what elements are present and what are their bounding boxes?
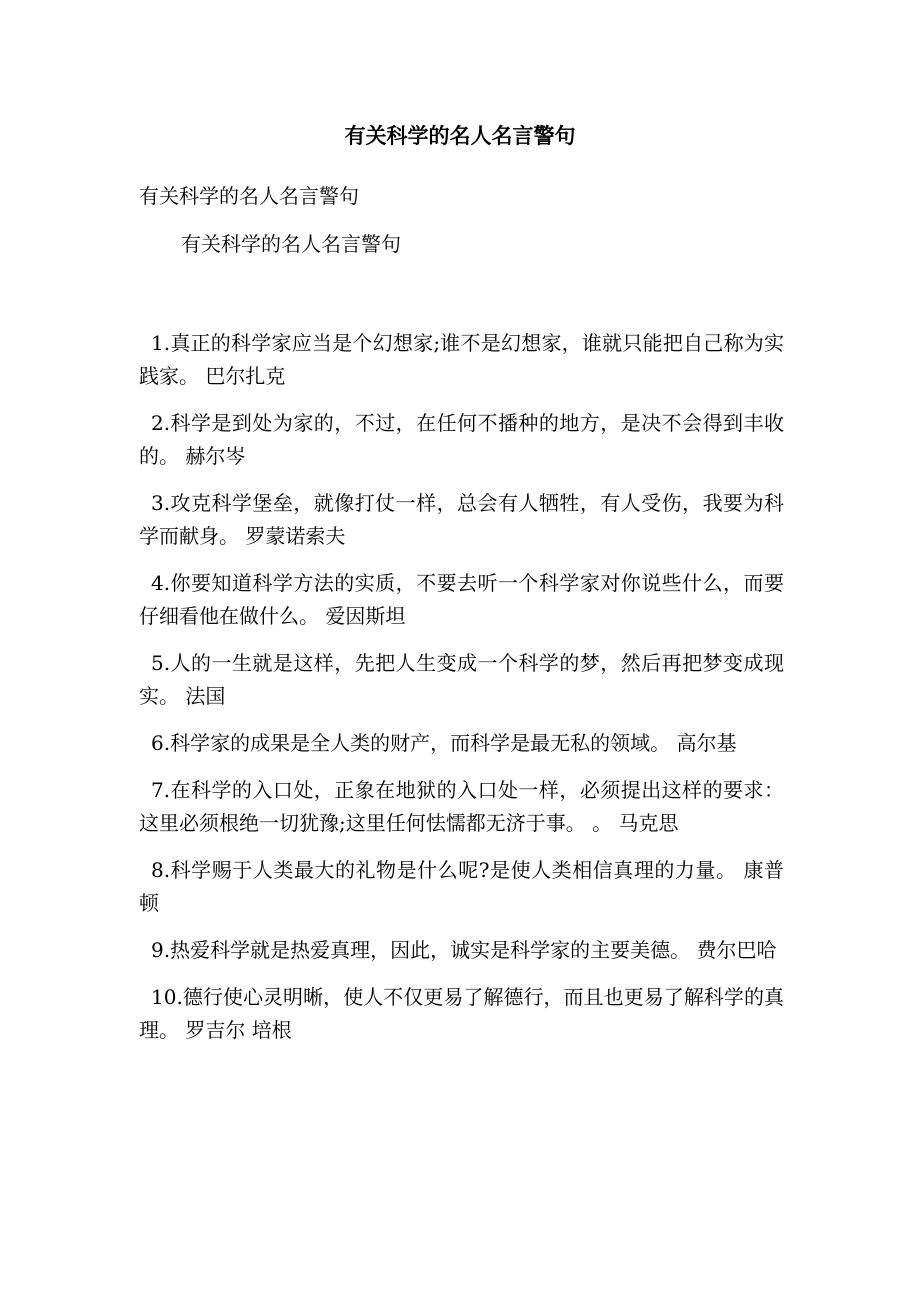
document-subtitle: 有关科学的名人名言警句 xyxy=(139,184,359,208)
quote-item: 8.科学赐于人类最大的礼物是什么呢?是使人类相信真理的力量。 康普顿 xyxy=(139,858,784,915)
quote-item: 5.人的一生就是这样，先把人生变成一个科学的梦，然后再把梦变成现实。 法国 xyxy=(139,651,784,708)
quote-item: 2.科学是到处为家的，不过，在任何不播种的地方，是决不会得到丰收的。 赫尔岑 xyxy=(139,411,784,468)
document-subtitle-indented: 有关科学的名人名言警句 xyxy=(181,232,401,256)
quote-item: 7.在科学的入口处，正象在地狱的入口处一样，必须提出这样的要求： 这里必须根绝一切犹豫;这里任何怯懦都无济于事。 。 马克思 xyxy=(139,778,784,835)
quote-item: 9.热爱科学就是热爱真理，因此，诚实是科学家的主要美德。 费尔巴哈 xyxy=(151,938,777,962)
quote-item: 6.科学家的成果是全人类的财产，而科学是最无私的领域。 高尔基 xyxy=(151,731,737,755)
quote-item: 3.攻克科学堡垒，就像打仗一样，总会有人牺牲，有人受伤，我要为科学而献身。 罗蒙诺索夫 xyxy=(139,491,784,548)
quote-item: 4.你要知道科学方法的实质，不要去听一个科学家对你说些什么，而要仔细看他在做什么。 爱因斯坦 xyxy=(139,571,784,628)
quote-item: 10.德行使心灵明晰，使人不仅更易了解德行，而且也更易了解科学的真理。 罗吉尔 培根 xyxy=(139,985,784,1042)
document-title: 有关科学的名人名言警句 xyxy=(344,123,576,148)
quote-list xyxy=(139,327,784,1061)
quote-item: 1.真正的科学家应当是个幻想家;谁不是幻想家，谁就只能把自己称为实践家。 巴尔扎克 xyxy=(139,331,784,388)
